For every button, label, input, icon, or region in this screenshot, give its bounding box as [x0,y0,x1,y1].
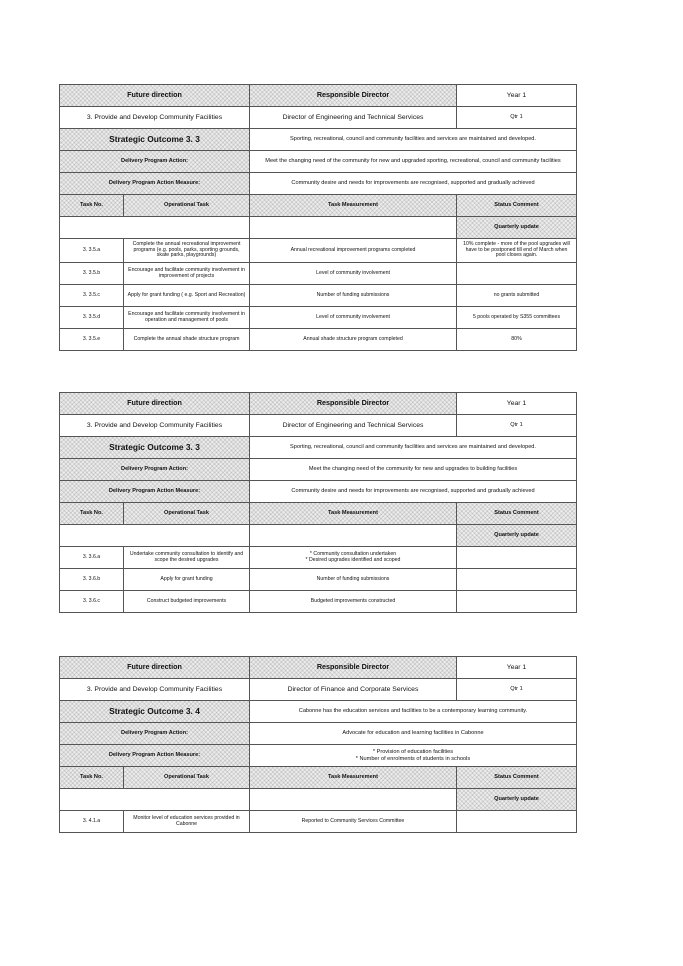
report-table-3 [59,656,577,833]
operational-task: Complete the annual shade structure program [124,329,250,351]
blank-cell [250,525,457,547]
responsible-director-label: Responsible Director [250,657,457,679]
operational-task: Encourage and facilitate community involvement in operation and management of pools [124,307,250,329]
col-operational-task: Operational Task [124,767,250,789]
strategic-outcome-text: Sporting, recreational, council and community facilities and services are maintained and developed. [250,437,577,459]
future-direction-value: 3. Provide and Develop Community Facilities [60,107,250,129]
col-task-measurement: Task Measurement [250,195,457,217]
col-task-no: Task No. [60,503,124,525]
director-value: Director of Engineering and Technical Services [250,415,457,437]
quarter-label: Qtr 1 [457,107,577,129]
status-comment: 5 pools operated by S355 committees [457,307,577,329]
future-direction-label: Future direction [60,393,250,415]
table-row [60,591,577,613]
strategic-outcome-text: Sporting, recreational, council and community facilities and services are maintained and developed. [250,129,577,151]
task-measurement: Annual recreational improvement programs completed [250,239,457,263]
responsible-director-label: Responsible Director [250,393,457,415]
task-no: 3. 4.1.a [60,811,124,833]
quarterly-update-label: Quarterly update [457,217,577,239]
delivery-action-label: Delivery Program Action: [60,459,250,481]
delivery-action-label: Delivery Program Action: [60,151,250,173]
delivery-action-text: Meet the changing need of the community for new and upgraded sporting, recreational, council and community facilities [250,151,577,173]
strategic-outcome-title: Strategic Outcome 3. 3 [60,129,250,151]
table-row [60,285,577,307]
quarter-label: Qtr 1 [457,415,577,437]
year-label: Year 1 [457,657,577,679]
delivery-action-text: Meet the changing need of the community for new and upgrades to building facilities [250,459,577,481]
col-operational-task: Operational Task [124,195,250,217]
task-no: 3. 3.5.d [60,307,124,329]
report-table-2 [59,392,577,613]
future-direction-value: 3. Provide and Develop Community Facilities [60,415,250,437]
quarter-label: Qtr 1 [457,679,577,701]
task-no: 3. 3.5.c [60,285,124,307]
delivery-measure-text: Community desire and needs for improvements are recognised, supported and gradually achieved [250,481,577,503]
operational-task: Complete the annual recreational improvement programs (e.g. pools, parks, sporting grounds, skate parks, playgrounds) [124,239,250,263]
table-row [60,307,577,329]
task-no: 3. 3.5.e [60,329,124,351]
task-no: 3. 3.6.b [60,569,124,591]
delivery-measure-label: Delivery Program Action Measure: [60,173,250,195]
quarterly-update-label: Quarterly update [457,525,577,547]
task-measurement: Reported to Community Services Committee [250,811,457,833]
status-comment: no grants submitted [457,285,577,307]
operational-task: Construct budgeted improvements [124,591,250,613]
task-measurement: Number of funding submissions [250,569,457,591]
col-task-measurement: Task Measurement [250,503,457,525]
quarterly-update-label: Quarterly update [457,789,577,811]
director-value: Director of Engineering and Technical Services [250,107,457,129]
operational-task: Undertake community consultation to identify and scope the desired upgrades [124,547,250,569]
table-row [60,811,577,833]
blank-cell [250,789,457,811]
task-measurement: Budgeted improvements constructed [250,591,457,613]
delivery-measure-text: * Provision of education facilities * Number of enrolments of students in schools [250,745,577,767]
table-row [60,547,577,569]
status-comment [457,811,577,833]
operational-task: Encourage and facilitate community involvement in improvement of projects [124,263,250,285]
blank-cell [60,789,250,811]
task-measurement: * Community consultation undertaken * Desired upgrades identified and scoped [250,547,457,569]
delivery-measure-label: Delivery Program Action Measure: [60,745,250,767]
task-no: 3. 3.6.a [60,547,124,569]
responsible-director-label: Responsible Director [250,85,457,107]
year-label: Year 1 [457,393,577,415]
task-measurement: Number of funding submissions [250,285,457,307]
status-comment [457,569,577,591]
col-status-comment: Status Comment [457,195,577,217]
director-value: Director of Finance and Corporate Services [250,679,457,701]
operational-task: Monitor level of education services provided in Cabonne [124,811,250,833]
delivery-action-text: Advocate for education and learning facilities in Cabonne [250,723,577,745]
strategic-outcome-title: Strategic Outcome 3. 4 [60,701,250,723]
future-direction-value: 3. Provide and Develop Community Facilities [60,679,250,701]
blank-cell [60,525,250,547]
task-measurement: Level of community involvement [250,307,457,329]
report-table-1 [59,84,577,351]
status-comment [457,263,577,285]
operational-task: Apply for grant funding [124,569,250,591]
operational-task: Apply for grant funding ( e.g. Sport and Recreation) [124,285,250,307]
col-task-no: Task No. [60,767,124,789]
blank-cell [60,217,250,239]
col-status-comment: Status Comment [457,503,577,525]
task-measurement: Annual shade structure program completed [250,329,457,351]
col-operational-task: Operational Task [124,503,250,525]
col-status-comment: Status Comment [457,767,577,789]
task-no: 3. 3.5.b [60,263,124,285]
blank-cell [250,217,457,239]
status-comment [457,547,577,569]
year-label: Year 1 [457,85,577,107]
table-row [60,239,577,263]
status-comment [457,591,577,613]
delivery-measure-label: Delivery Program Action Measure: [60,481,250,503]
future-direction-label: Future direction [60,85,250,107]
delivery-measure-text: Community desire and needs for improvements are recognised, supported and gradually achieved [250,173,577,195]
delivery-action-label: Delivery Program Action: [60,723,250,745]
task-no: 3. 3.6.c [60,591,124,613]
task-no: 3. 3.5.a [60,239,124,263]
status-comment: 10% complete - more of the pool upgrades will have to be postponed till end of March when pool closes again. [457,239,577,263]
col-task-no: Task No. [60,195,124,217]
table-row [60,329,577,351]
task-measurement: Level of community involvement [250,263,457,285]
strategic-outcome-text: Cabonne has the education services and facilities to be a contemporary learning community. [250,701,577,723]
future-direction-label: Future direction [60,657,250,679]
table-row [60,569,577,591]
col-task-measurement: Task Measurement [250,767,457,789]
table-row [60,263,577,285]
status-comment: 80% [457,329,577,351]
strategic-outcome-title: Strategic Outcome 3. 3 [60,437,250,459]
